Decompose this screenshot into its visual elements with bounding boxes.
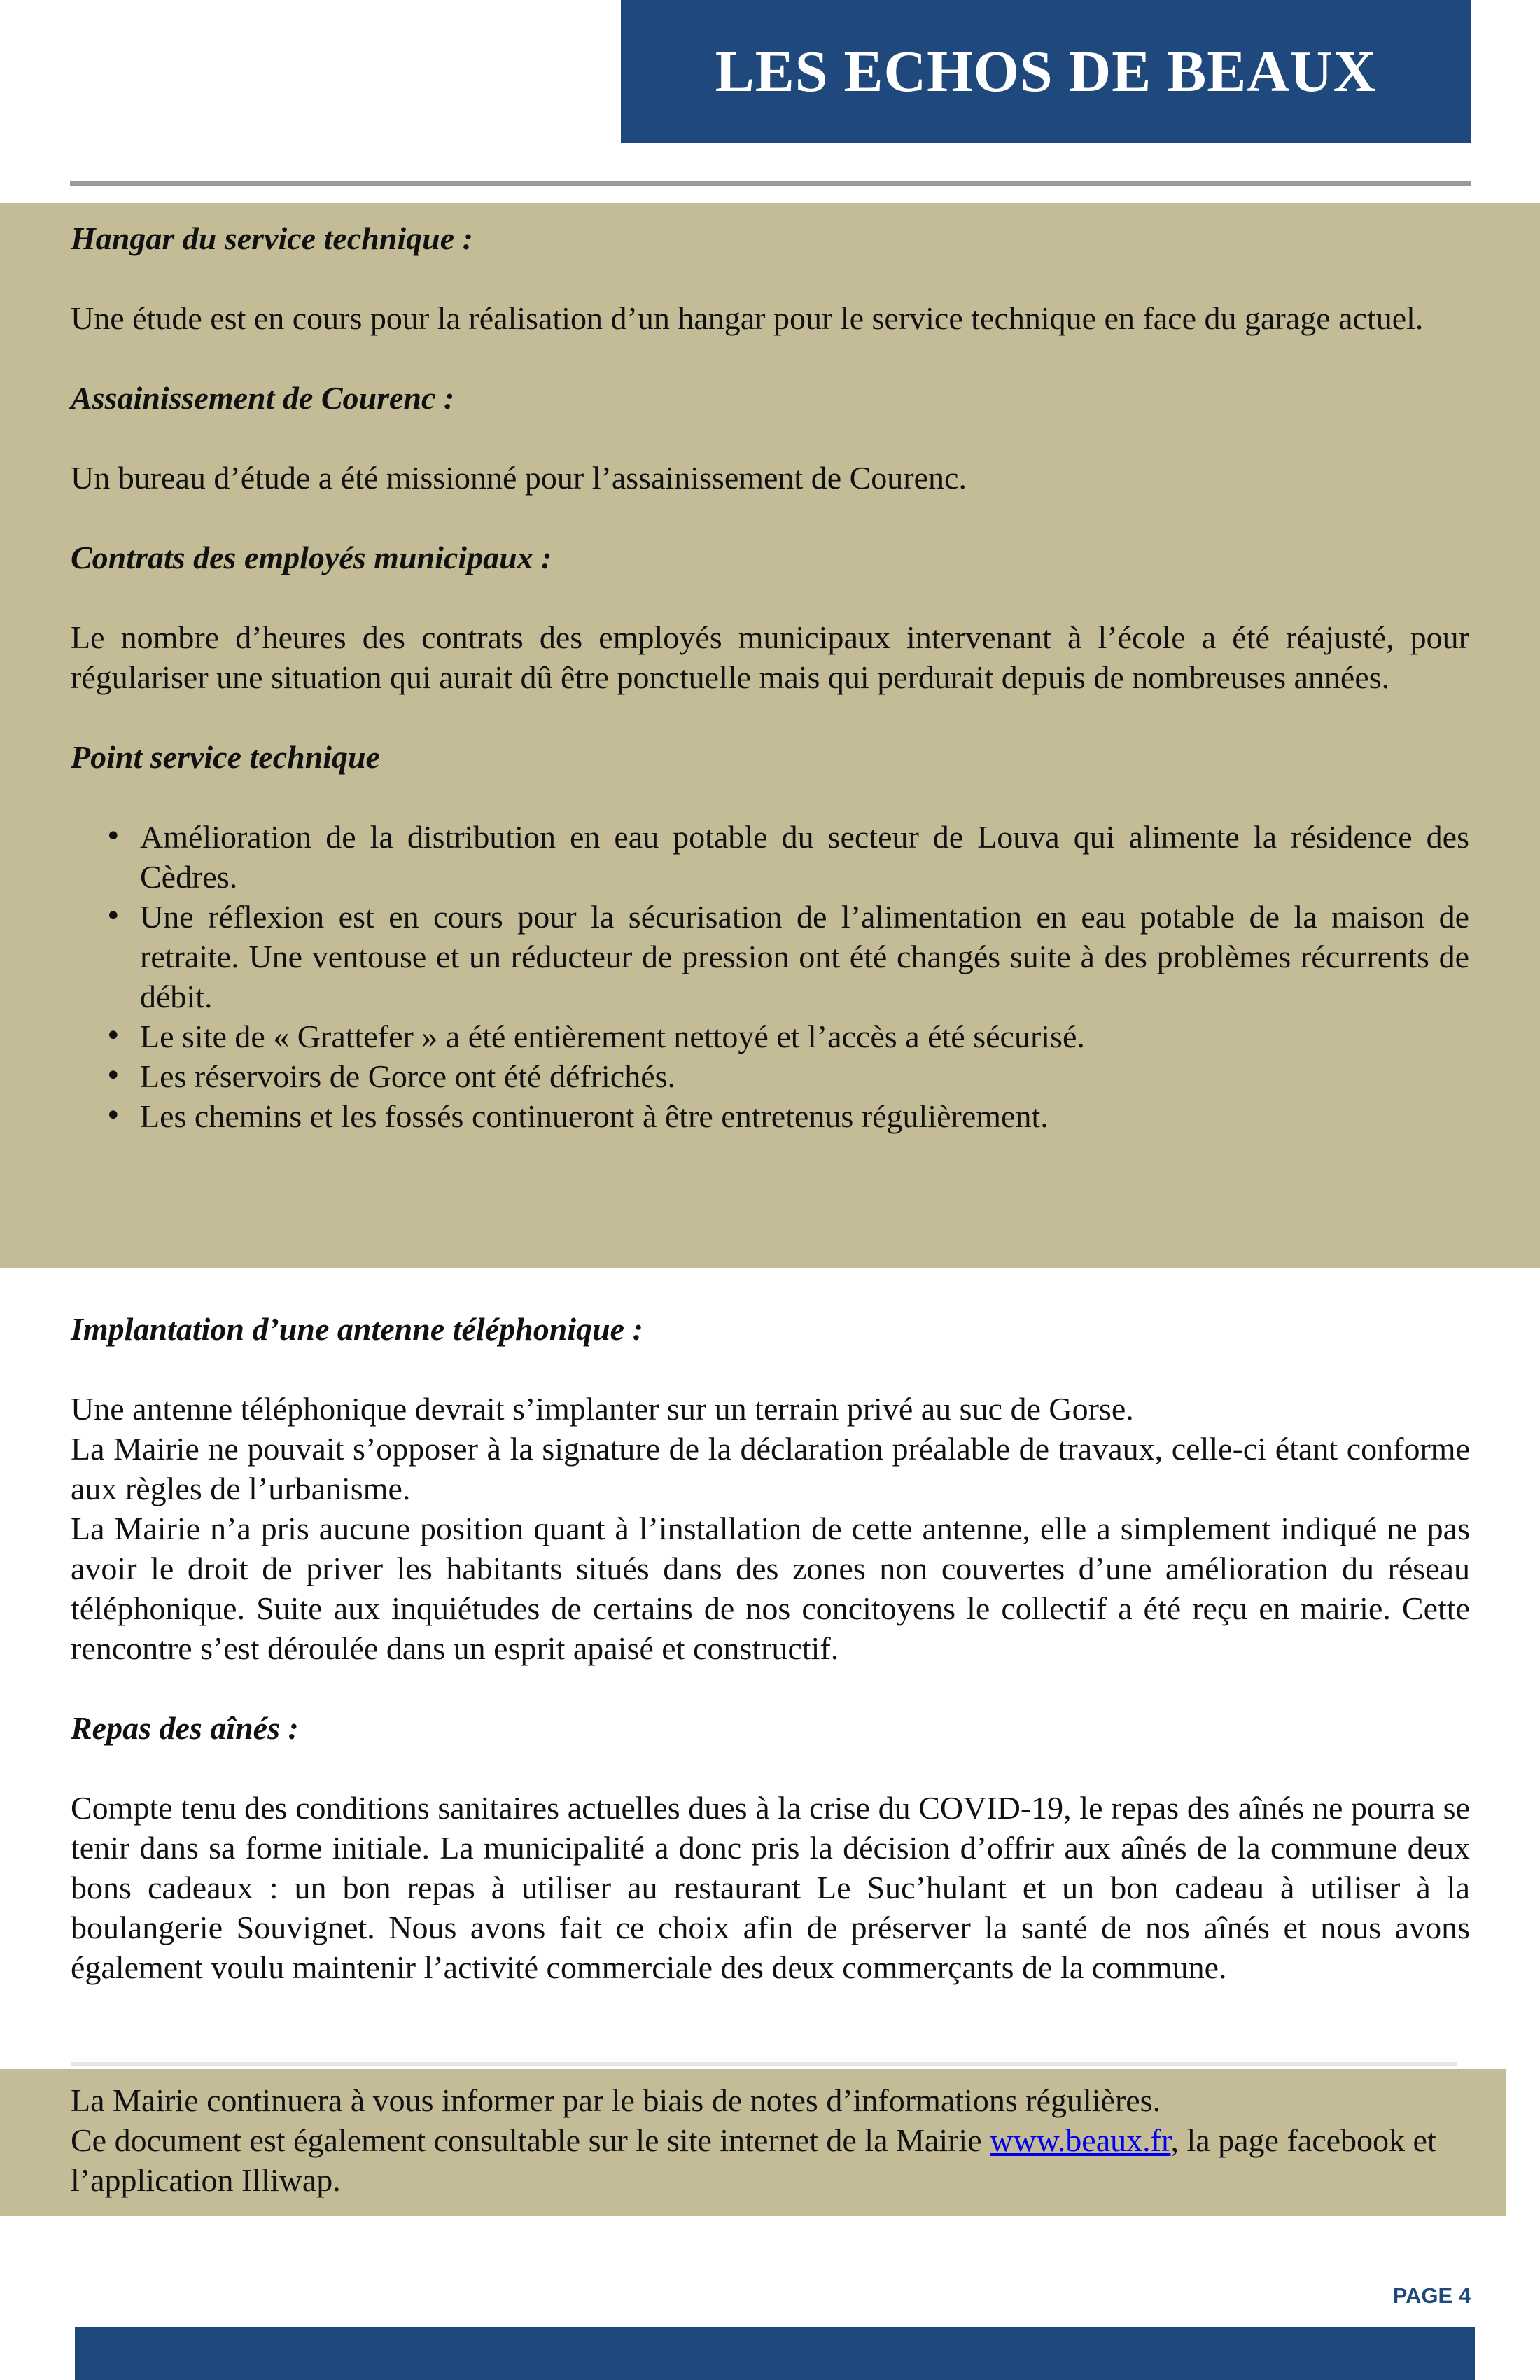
antenne-heading: Implantation d’une antenne téléphonique : — [71, 1311, 643, 1347]
repas-text: Compte tenu des conditions sanitaires actuelles dues à la crise du COVID-19, le repas des aînés ne pourra se tenir dans sa forme initiale. La municipalité a donc pris la décision d’offrir aux aînés de la commune deux bons cadeaux : un bon repas à utiliser au restaurant Le Suc’hulant et un bon cadeau à utiliser à la boulangerie Souvignet. Nous avons fait ce choix afin de préserver la santé de nos aînés et nous avons également voulu maintenir l’activité commerciale des deux commerçants de la commune. — [71, 1790, 1470, 1985]
mairie-website-link[interactable]: www.beaux.fr — [990, 2122, 1171, 2158]
antenne-paragraph-3: La Mairie n’a pris aucune position quant à l’installation de cette antenne, elle a simplement indiqué ne pas avoir le droit de priver les habitants situés dans des zones non couvertes d’une amélioration du réseau téléphonique. Suite aux inquiétudes de certains de nos concitoyens le collectif a été reçu en mairie. Cette rencontre s’est déroulée dans un esprit apaisé et constructif. — [71, 1511, 1470, 1666]
list-item: • Une réflexion est en cours pour la sécurisation de l’alimentation en eau potable de la maison de retraite. Une ventouse et un réducteur de pression ont été changés suite à des problèmes récurrents de débit. — [140, 897, 1469, 1016]
section-divider — [71, 2062, 1457, 2066]
courenc-heading: Assainissement de Courenc : — [71, 380, 455, 416]
info-line-2-start: Ce document est également consultable sur le site internet de la Mairie — [71, 2122, 990, 2158]
courenc-text: Un bureau d’étude a été missionné pour l’assainissement de Courenc. — [71, 460, 967, 496]
list-item: • Les réservoirs de Gorce ont été défrichés. — [140, 1056, 1469, 1096]
list-item: • Le site de « Grattefer » a été entièrement nettoyé et l’accès a été sécurisé. — [140, 1016, 1469, 1056]
list-item: • Amélioration de la distribution en eau potable du secteur de Louva qui alimente la résidence des Cèdres. — [140, 817, 1469, 897]
contrats-heading: Contrats des employés municipaux : — [71, 540, 552, 575]
contrats-text: Le nombre d’heures des contrats des employés municipaux intervenant à l’école a été réajusté, pour régulariser une situation qui aurait dû être ponctuelle mais qui perdurait depuis de nombreuses années. — [71, 620, 1469, 695]
list-item: • Les chemins et les fossés continueront à être entretenus régulièrement. — [140, 1096, 1469, 1136]
point-service-heading: Point service technique — [71, 739, 381, 775]
header-rule — [70, 181, 1471, 186]
antenne-paragraph-1: Une antenne téléphonique devrait s’implanter sur un terrain privé au suc de Gorse. — [71, 1391, 1134, 1427]
repas-heading: Repas des aînés : — [71, 1710, 299, 1746]
info-box — [0, 2069, 1506, 2216]
point-service-list — [71, 817, 1469, 1136]
info-line-2 — [71, 2120, 1436, 2200]
info-line-1: La Mairie continuera à vous informer par le biais de notes d’informations régulières. — [71, 2082, 1161, 2118]
main-section — [71, 1309, 1470, 1987]
newsletter-title: LES ECHOS DE BEAUX — [715, 38, 1377, 104]
antenne-paragraph-2: La Mairie ne pouvait s’opposer à la signature de la déclaration préalable de travaux, celle-ci étant conforme aux règles de l’urbanisme. — [71, 1431, 1470, 1506]
footer-bar — [75, 2327, 1475, 2380]
masthead-title — [621, 0, 1471, 143]
hangar-heading: Hangar du service technique : — [71, 220, 473, 256]
page-number: PAGE 4 — [1392, 2283, 1471, 2308]
hangar-text: Une étude est en cours pour la réalisation d’un hangar pour le service technique en face du garage actuel. — [71, 300, 1424, 336]
technical-services-box — [0, 203, 1540, 1268]
info-line-2-end: , la page facebook et l’application Illiwap. — [71, 2122, 1436, 2198]
